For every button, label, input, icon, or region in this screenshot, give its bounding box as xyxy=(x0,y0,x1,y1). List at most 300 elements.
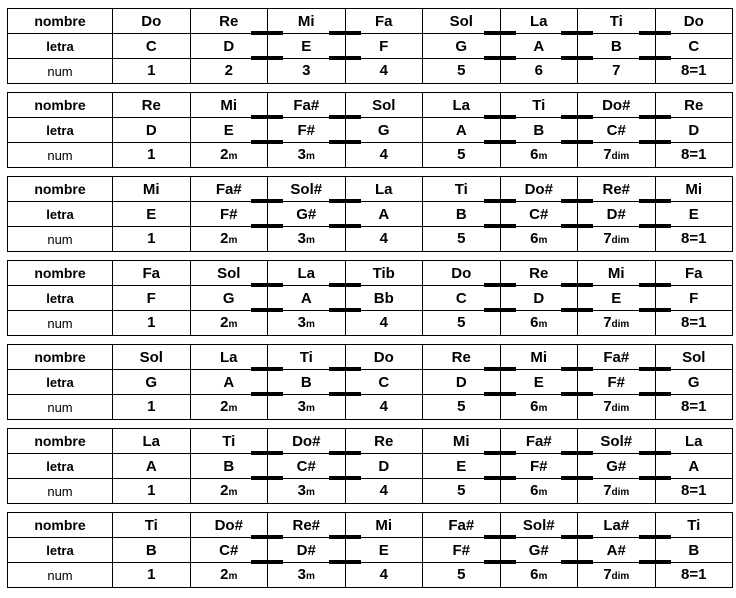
scale-row-letters xyxy=(8,286,733,311)
cell-value xyxy=(457,567,465,584)
degree-number: 5 xyxy=(457,313,466,331)
degree-number: 7 xyxy=(603,313,612,331)
scale-cell xyxy=(500,34,578,59)
cell-value: Sol# xyxy=(600,432,633,450)
scale-row-names xyxy=(8,345,733,370)
scale-cell xyxy=(423,93,501,118)
scale-row-numbers xyxy=(8,311,733,336)
cell-value xyxy=(298,567,315,584)
scale-cell xyxy=(345,93,423,118)
cell-value xyxy=(220,483,237,500)
degree-number: 8=1 xyxy=(681,481,707,499)
scale-cell xyxy=(578,429,656,454)
scale-cell xyxy=(190,261,268,286)
cell-value xyxy=(380,63,388,80)
degree-number: 2 xyxy=(220,145,229,163)
scale-cell xyxy=(113,538,191,563)
degree-number: 8=1 xyxy=(681,313,707,331)
scale-row-numbers xyxy=(8,479,733,504)
scale-cell xyxy=(268,370,346,395)
cell-value xyxy=(530,147,547,164)
cell-value: E xyxy=(378,541,389,559)
row-label: letra xyxy=(8,34,113,59)
cell-value: D xyxy=(688,121,700,139)
row-label: nombre xyxy=(8,345,113,370)
cell-value: Mi xyxy=(607,264,625,282)
scale-row-letters xyxy=(8,370,733,395)
scale-cell xyxy=(500,538,578,563)
scale-cell xyxy=(190,370,268,395)
whole-step-dash xyxy=(329,451,361,455)
cell-value: Fa xyxy=(142,264,160,282)
scale-cell xyxy=(655,345,733,370)
whole-step-dash xyxy=(639,451,671,455)
scale-cell xyxy=(113,34,191,59)
scale-cell xyxy=(345,429,423,454)
cell-value: Ti xyxy=(299,348,313,366)
cell-value: Mi xyxy=(452,432,470,450)
scale-cell xyxy=(423,513,501,538)
scale-cell xyxy=(655,286,733,311)
scale-cell xyxy=(268,479,346,504)
whole-step-dash xyxy=(561,560,593,564)
cell-value: B xyxy=(533,121,545,139)
cell-value xyxy=(612,63,620,80)
scale-cell xyxy=(345,563,423,588)
degree-quality: m xyxy=(228,318,238,330)
degree-number: 4 xyxy=(379,481,388,499)
scale-cell xyxy=(655,429,733,454)
degree-quality: m xyxy=(538,234,548,246)
scale-cell xyxy=(190,143,268,168)
degree-number: 6 xyxy=(530,481,539,499)
cell-value: F xyxy=(146,289,156,307)
scale-row-letters xyxy=(8,538,733,563)
cell-value xyxy=(225,63,233,80)
cell-value: Fa# xyxy=(448,516,475,534)
cell-value: Re xyxy=(374,432,394,450)
degree-number: 4 xyxy=(379,61,388,79)
cell-value: La xyxy=(529,12,548,30)
whole-step-dash xyxy=(561,199,593,203)
degree-quality: m xyxy=(305,234,315,246)
scale-cell xyxy=(423,429,501,454)
cell-value: C xyxy=(378,373,390,391)
cell-value: Re xyxy=(684,96,704,114)
scale-cell xyxy=(268,59,346,84)
cell-value: D xyxy=(533,289,545,307)
cell-value xyxy=(220,231,237,248)
row-label: num xyxy=(8,227,113,252)
cell-value: Re# xyxy=(602,180,631,198)
whole-step-dash xyxy=(561,392,593,396)
scale-cell xyxy=(113,59,191,84)
scale-cell xyxy=(345,177,423,202)
scale-cell xyxy=(655,143,733,168)
cell-value xyxy=(530,231,547,248)
whole-step-dash xyxy=(329,31,361,35)
scale-cell xyxy=(268,429,346,454)
degree-number: 3 xyxy=(297,397,306,415)
whole-step-dash xyxy=(639,224,671,228)
whole-step-dash xyxy=(639,283,671,287)
cell-value: Fa xyxy=(374,12,393,30)
whole-step-dash xyxy=(561,283,593,287)
degree-number: 2 xyxy=(220,481,229,499)
degree-number: 6 xyxy=(530,397,539,415)
cell-value xyxy=(147,315,155,332)
scale-cell xyxy=(655,9,733,34)
whole-step-dash xyxy=(639,56,671,60)
whole-step-dash xyxy=(561,56,593,60)
cell-value: Ti xyxy=(687,516,701,534)
scale-cell xyxy=(345,479,423,504)
whole-step-dash xyxy=(561,451,593,455)
whole-step-dash xyxy=(484,199,516,203)
scale-row-numbers xyxy=(8,227,733,252)
cell-value: B xyxy=(145,541,157,559)
cell-value: Sol# xyxy=(290,180,323,198)
cell-value: Do xyxy=(373,348,394,366)
cell-value xyxy=(457,63,465,80)
scale-cell xyxy=(500,202,578,227)
cell-value xyxy=(380,399,388,416)
scale-cell xyxy=(190,345,268,370)
scale-cell xyxy=(345,143,423,168)
scale-cell xyxy=(655,93,733,118)
scale-cell xyxy=(500,563,578,588)
cell-value: F# xyxy=(297,121,315,139)
row-label: num xyxy=(8,563,113,588)
scale-cell xyxy=(500,261,578,286)
cell-value: B xyxy=(688,541,700,559)
scale-cell xyxy=(268,93,346,118)
scale-row-names xyxy=(8,177,733,202)
scale-cell xyxy=(500,93,578,118)
scale-cell xyxy=(500,513,578,538)
cell-value: B xyxy=(610,37,622,55)
cell-value xyxy=(380,315,388,332)
scale-table xyxy=(7,428,733,504)
cell-value: G xyxy=(145,373,158,391)
whole-step-dash xyxy=(561,140,593,144)
whole-step-dash xyxy=(251,476,283,480)
whole-step-dash xyxy=(329,367,361,371)
scale-cell xyxy=(578,513,656,538)
scale-cell xyxy=(500,395,578,420)
cell-value: C xyxy=(688,37,700,55)
scale-cell xyxy=(190,202,268,227)
degree-number: 2 xyxy=(220,229,229,247)
degree-quality: dim xyxy=(611,402,630,414)
cell-value: Re xyxy=(219,12,239,30)
cell-value xyxy=(457,231,465,248)
scale-cell xyxy=(423,395,501,420)
cell-value: La xyxy=(452,96,470,114)
scale-cell xyxy=(500,345,578,370)
scale-cell xyxy=(655,59,733,84)
cell-value xyxy=(530,483,547,500)
whole-step-dash xyxy=(484,535,516,539)
degree-number: 4 xyxy=(379,313,388,331)
scale-cell xyxy=(190,395,268,420)
cell-value: La xyxy=(374,180,393,198)
cell-value: Do# xyxy=(292,432,321,450)
cell-value xyxy=(380,231,388,248)
scale-cell xyxy=(423,177,501,202)
row-label: letra xyxy=(8,370,113,395)
whole-step-dash xyxy=(561,367,593,371)
scale-cell xyxy=(113,311,191,336)
degree-quality: m xyxy=(228,570,238,582)
scale-cell xyxy=(578,143,656,168)
cell-value: Mi xyxy=(685,180,703,198)
whole-step-dash xyxy=(251,140,283,144)
cell-value: D xyxy=(378,457,390,475)
scale-cell xyxy=(423,143,501,168)
cell-value xyxy=(147,399,155,416)
cell-value xyxy=(220,567,237,584)
scale-cell xyxy=(345,513,423,538)
scale-cell xyxy=(500,227,578,252)
scale-row-letters xyxy=(8,118,733,143)
scale-cell xyxy=(113,429,191,454)
whole-step-dash xyxy=(639,140,671,144)
scale-cell xyxy=(578,227,656,252)
whole-step-dash xyxy=(484,31,516,35)
scale-cell xyxy=(345,395,423,420)
degree-number: 2 xyxy=(220,565,229,583)
scale-cell xyxy=(345,9,423,34)
scale-cell xyxy=(190,59,268,84)
degree-number: 4 xyxy=(379,397,388,415)
scale-cell xyxy=(345,286,423,311)
scale-cell xyxy=(655,395,733,420)
scale-cell xyxy=(345,227,423,252)
degree-number: 2 xyxy=(220,397,229,415)
scale-cell xyxy=(345,59,423,84)
cell-value: Bb xyxy=(373,289,394,307)
cell-value xyxy=(681,147,706,164)
cell-value xyxy=(603,315,629,332)
scale-cell xyxy=(113,286,191,311)
scale-table xyxy=(7,8,733,84)
degree-number: 7 xyxy=(612,61,621,79)
scale-cell xyxy=(500,9,578,34)
degree-number: 7 xyxy=(603,145,612,163)
scale-row-names xyxy=(8,513,733,538)
row-label: nombre xyxy=(8,93,113,118)
whole-step-dash xyxy=(329,560,361,564)
scale-cell xyxy=(423,345,501,370)
row-label: nombre xyxy=(8,261,113,286)
cell-value xyxy=(298,231,315,248)
scale-cell xyxy=(578,311,656,336)
scale-cell xyxy=(113,513,191,538)
scale-cell xyxy=(190,513,268,538)
degree-number: 7 xyxy=(603,229,612,247)
scale-cell xyxy=(268,143,346,168)
cell-value xyxy=(530,315,547,332)
cell-value: E xyxy=(688,205,699,223)
scale-cell xyxy=(423,202,501,227)
scale-cell xyxy=(190,118,268,143)
cell-value: La xyxy=(142,432,160,450)
scale-cell xyxy=(500,370,578,395)
degree-number: 5 xyxy=(457,61,466,79)
cell-value: G xyxy=(222,289,235,307)
cell-value xyxy=(457,315,465,332)
degree-number: 5 xyxy=(457,565,466,583)
scale-table xyxy=(7,176,733,252)
cell-value: Re xyxy=(529,264,549,282)
degree-number: 7 xyxy=(603,565,612,583)
whole-step-dash xyxy=(484,476,516,480)
scale-cell xyxy=(423,118,501,143)
scale-cell xyxy=(113,395,191,420)
scale-cell xyxy=(268,345,346,370)
cell-value: D# xyxy=(296,541,316,559)
degree-quality: m xyxy=(228,486,238,498)
cell-value xyxy=(147,147,155,164)
cell-value xyxy=(603,567,629,584)
scale-cell xyxy=(578,454,656,479)
whole-step-dash xyxy=(639,199,671,203)
cell-value xyxy=(530,399,547,416)
degree-quality: m xyxy=(305,486,315,498)
cell-value: Mi xyxy=(375,516,393,534)
scale-cell xyxy=(268,202,346,227)
scale-cell xyxy=(268,454,346,479)
cell-value xyxy=(220,147,237,164)
whole-step-dash xyxy=(639,392,671,396)
cell-value: Ti xyxy=(144,516,158,534)
cell-value: F# xyxy=(219,205,238,223)
scale-cell xyxy=(113,143,191,168)
cell-value: A xyxy=(300,289,312,307)
scale-cell xyxy=(423,311,501,336)
degree-number: 8=1 xyxy=(681,565,707,583)
whole-step-dash xyxy=(561,308,593,312)
scale-row-letters xyxy=(8,202,733,227)
cell-value: Sol xyxy=(372,96,396,114)
scale-cell xyxy=(190,34,268,59)
whole-step-dash xyxy=(561,224,593,228)
scale-cell xyxy=(423,261,501,286)
cell-value: C# xyxy=(529,205,549,223)
cell-value xyxy=(380,567,388,584)
degree-number: 5 xyxy=(457,397,466,415)
degree-number: 1 xyxy=(147,229,156,247)
cell-value: Re xyxy=(141,96,161,114)
scale-cell xyxy=(113,261,191,286)
scale-cell xyxy=(113,177,191,202)
degree-number: 4 xyxy=(379,145,388,163)
cell-value xyxy=(220,399,237,416)
whole-step-dash xyxy=(329,535,361,539)
row-label: letra xyxy=(8,202,113,227)
cell-value: Fa# xyxy=(293,96,320,114)
cell-value: F xyxy=(379,37,389,55)
degree-quality: m xyxy=(305,570,315,582)
whole-step-dash xyxy=(251,535,283,539)
whole-step-dash xyxy=(484,367,516,371)
cell-value: Fa xyxy=(684,264,703,282)
scale-cell xyxy=(423,286,501,311)
scale-cell xyxy=(423,479,501,504)
whole-step-dash xyxy=(251,224,283,228)
scale-cell xyxy=(268,513,346,538)
degree-number: 6 xyxy=(530,145,539,163)
scale-cell xyxy=(190,563,268,588)
cell-value: C# xyxy=(606,121,626,139)
cell-value xyxy=(220,315,237,332)
scale-cell xyxy=(655,370,733,395)
whole-step-dash xyxy=(251,392,283,396)
scale-cell xyxy=(268,286,346,311)
degree-quality: m xyxy=(228,402,238,414)
scale-cell xyxy=(578,118,656,143)
cell-value xyxy=(147,63,155,80)
whole-step-dash xyxy=(484,283,516,287)
scale-row-names xyxy=(8,9,733,34)
cell-value: Fa# xyxy=(215,180,242,198)
cell-value: Ti xyxy=(532,96,546,114)
scale-cell xyxy=(655,311,733,336)
scale-cell xyxy=(578,59,656,84)
scale-cell xyxy=(655,118,733,143)
scale-cell xyxy=(578,479,656,504)
cell-value xyxy=(298,399,315,416)
row-label: nombre xyxy=(8,429,113,454)
degree-number: 7 xyxy=(603,397,612,415)
scale-cell xyxy=(190,538,268,563)
degree-quality: dim xyxy=(611,234,630,246)
cell-value: F xyxy=(689,289,699,307)
scale-cell xyxy=(113,9,191,34)
row-label: num xyxy=(8,395,113,420)
row-label: nombre xyxy=(8,513,113,538)
whole-step-dash xyxy=(484,451,516,455)
scale-cell xyxy=(345,345,423,370)
degree-number: 4 xyxy=(379,229,388,247)
row-label: letra xyxy=(8,286,113,311)
degree-number: 1 xyxy=(147,61,156,79)
scale-table xyxy=(7,92,733,168)
degree-number: 3 xyxy=(297,481,306,499)
scale-cell xyxy=(655,227,733,252)
scale-table xyxy=(7,260,733,336)
whole-step-dash xyxy=(251,451,283,455)
cell-value xyxy=(681,399,706,416)
degree-number: 3 xyxy=(302,61,311,79)
cell-value xyxy=(681,63,706,80)
cell-value: B xyxy=(223,457,235,475)
cell-value: B xyxy=(300,373,312,391)
degree-number: 3 xyxy=(297,229,306,247)
cell-value xyxy=(681,315,706,332)
row-label: nombre xyxy=(8,9,113,34)
cell-value: C xyxy=(455,289,467,307)
scale-row-numbers xyxy=(8,563,733,588)
scale-cell xyxy=(578,538,656,563)
whole-step-dash xyxy=(329,392,361,396)
cell-value xyxy=(535,63,543,80)
degree-number: 5 xyxy=(457,481,466,499)
scale-cell xyxy=(268,563,346,588)
scale-cell xyxy=(113,479,191,504)
scale-cell xyxy=(268,538,346,563)
